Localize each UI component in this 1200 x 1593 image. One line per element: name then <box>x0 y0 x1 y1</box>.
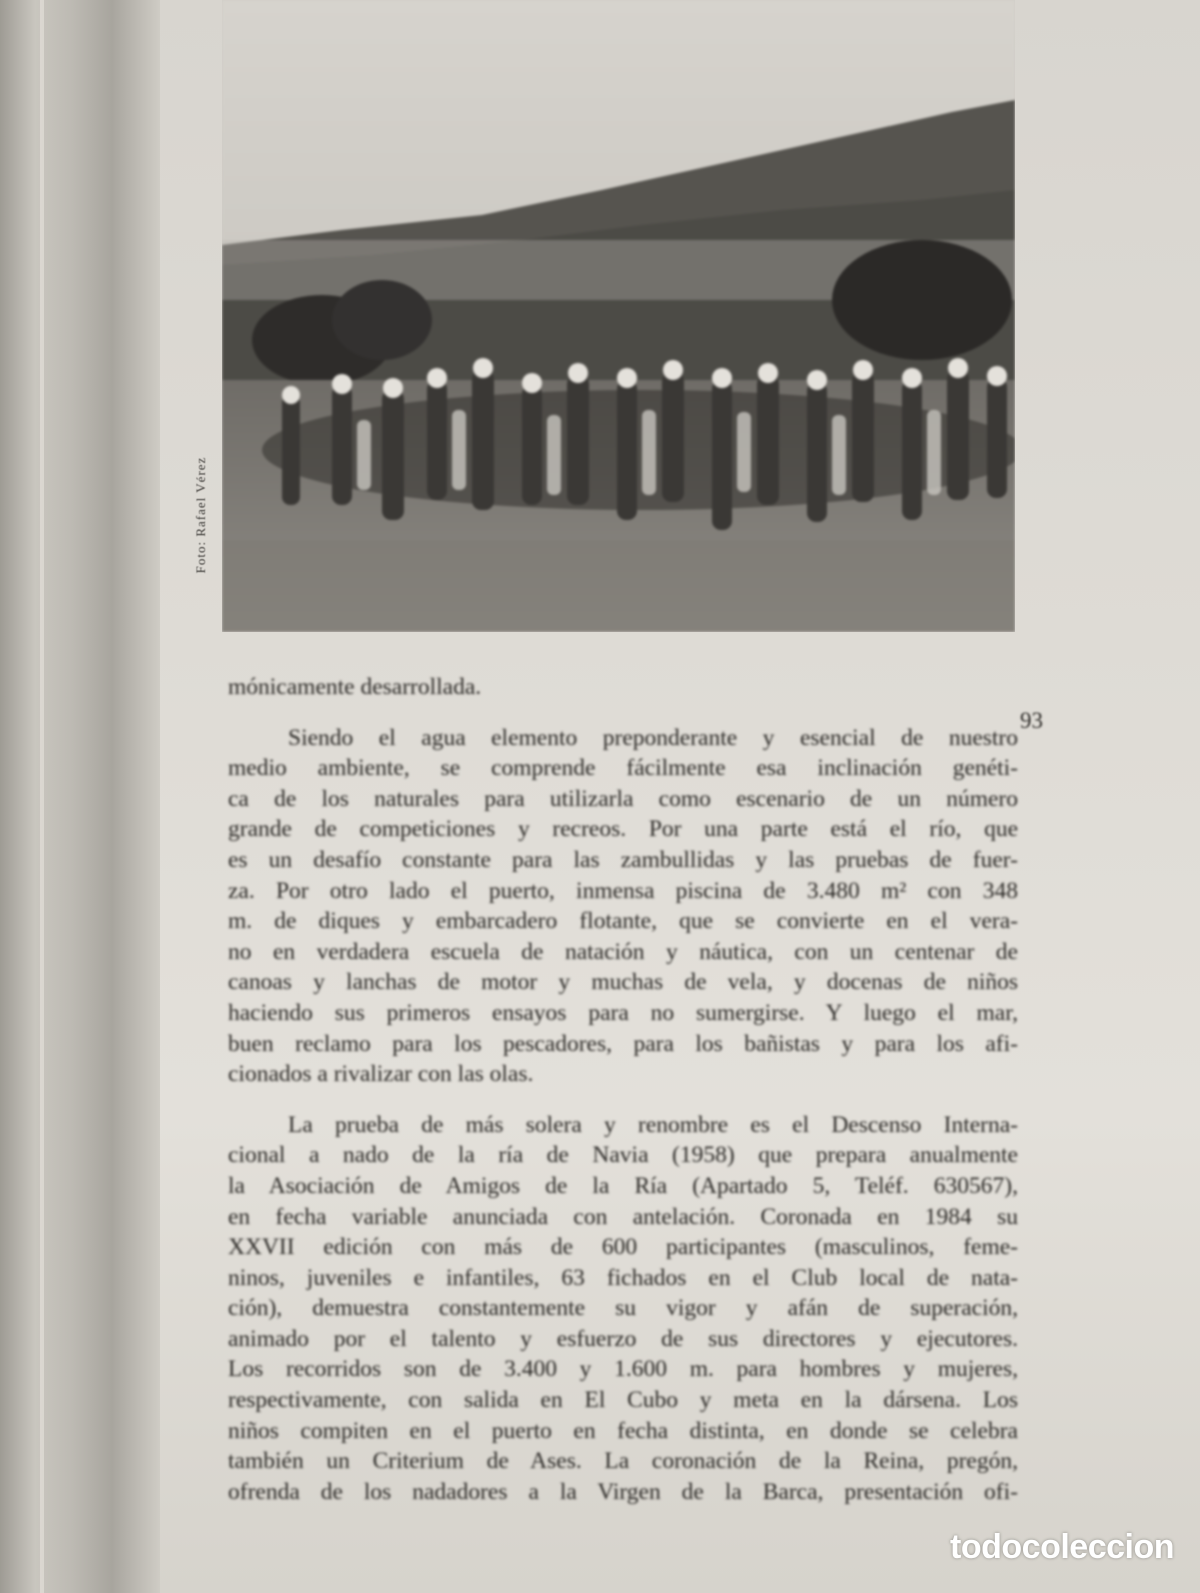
text-line: za. Por otro lado el puerto, inmensa piscina de 3.480 m² con 348 <box>228 877 1018 904</box>
photo-credit-text: Foto: Rafael Vérez <box>193 456 208 574</box>
text-line: no en verdadera escuela de natación y náutica, con un centenar de <box>228 938 1018 965</box>
text-line: haciendo sus primeros ensayos para no sumergirse. Y luego el mar, <box>228 999 1018 1026</box>
text-line: ofrenda de los nadadores a la Virgen de la Barca, presentación ofi- <box>228 1478 1018 1505</box>
page-edge <box>40 0 44 1593</box>
text-line: también un Criterium de Ases. La coronación de la Reina, pregón, <box>228 1448 1018 1475</box>
text-line: cionados a rivalizar con las olas. <box>228 1061 534 1088</box>
text-line: en fecha variable anunciada con antelación. Coronada en 1984 su <box>228 1203 1018 1230</box>
text-line: animado por el talento y esfuerzo de sus directores y ejecutores. <box>228 1325 1018 1352</box>
text-line: mónicamente desarrollada. <box>228 674 482 700</box>
photograph-swimmers <box>222 0 1015 632</box>
text-line: canoas y lanchas de motor y muchas de vela, y docenas de niños <box>228 969 1018 996</box>
watermark-logo: todocoleccion <box>950 1528 1174 1566</box>
body-text <box>228 672 1018 1507</box>
book-gutter <box>0 0 160 1593</box>
text-line: grande de competiciones y recreos. Por una parte está el río, que <box>228 816 1018 843</box>
text-line: es un desafío constante para las zambullidas y las pruebas de fuer- <box>228 846 1018 873</box>
text-line: XXVII edición con más de 600 participantes (masculinos, feme- <box>228 1234 1018 1261</box>
text-line: La prueba de más solera y renombre es el Descenso Interna- <box>288 1111 1018 1138</box>
text-line: m. de diques y embarcadero flotante, que se convierte en el vera- <box>228 908 1018 935</box>
text-line: ción), demuestra constantemente su vigor y afán de superación, <box>228 1295 1018 1322</box>
text-line: la Asociación de Amigos de la Ría (Apartado 5, Teléf. 630567), <box>228 1172 1018 1199</box>
text-line: medio ambiente, se comprende fácilmente esa inclinación genéti- <box>228 755 1018 782</box>
text-line: niños compiten en el puerto en fecha distinta, en donde se celebra <box>228 1417 1018 1444</box>
photo-credit <box>193 395 215 635</box>
text-line: ninos, juveniles e infantiles, 63 fichados en el Club local de nata- <box>228 1264 1018 1291</box>
text-line: Los recorridos son de 3.400 y 1.600 m. para hombres y mujeres, <box>228 1356 1018 1383</box>
text-line: ca de los naturales para utilizarla como escenario de un número <box>228 785 1018 812</box>
text-line: Siendo el agua elemento preponderante y esencial de nuestro <box>288 724 1018 751</box>
text-line: buen reclamo para los pescadores, para los bañistas y para los afi- <box>228 1030 1018 1057</box>
text-line: respectivamente, con salida en El Cubo y meta en la dársena. Los <box>228 1387 1018 1414</box>
page-number: 93 <box>1020 708 1043 733</box>
text-line: cional a nado de la ría de Navia (1958) que prepara anualmente <box>228 1142 1018 1169</box>
